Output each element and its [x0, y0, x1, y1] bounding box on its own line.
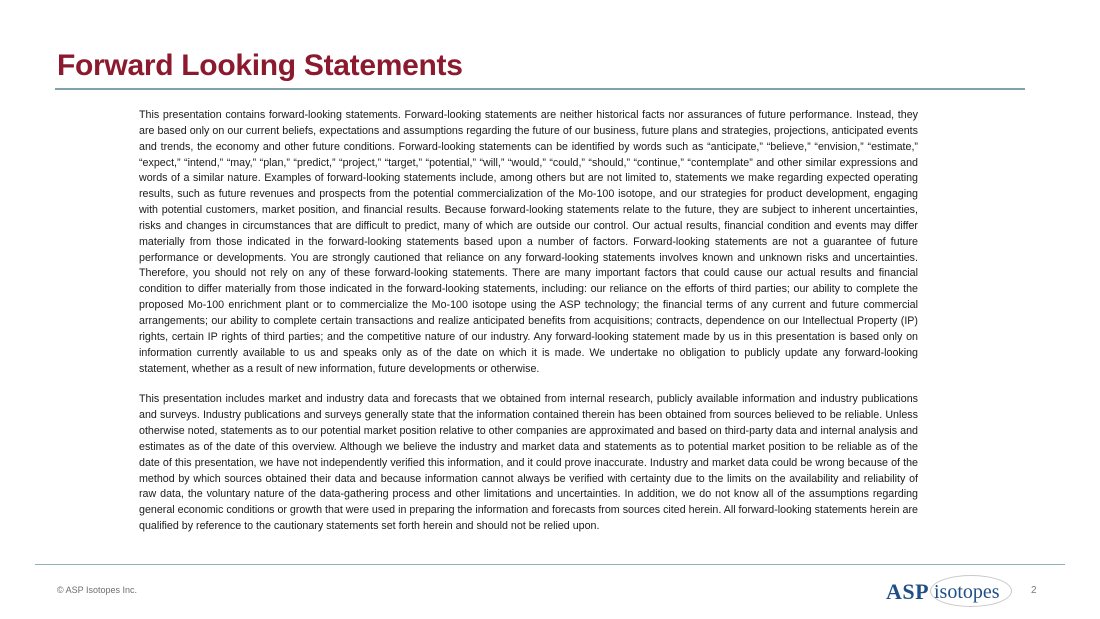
page-number: 2	[1031, 585, 1037, 596]
title-divider	[55, 88, 1025, 90]
footer-divider	[35, 564, 1065, 565]
disclaimer-body	[139, 108, 918, 535]
forward-looking-paragraph: This presentation contains forward-looking statements. Forward-looking statements are neither historical facts nor assurances of future performance. Instead, they are based only on our current beliefs, expectations and assumptions regarding the future of our business, future plans and strategies, projections, anticipated events and trends, the economy and other future conditions. Forward-looking statements can be identified by words such as “anticipate,” “believe,” “envision,” “estimate,” “expect,” “intend,” “may,” “plan,” “predict,” “project,” “target,” “potential,” “will,” “would,” “could,” “should,” “continue,” “contemplate” and other similar expressions and words of a similar nature. Examples of forward-looking statements include, among others but are not limited to, statements we make regarding expected operating results, such as future revenues and prospects from the potential commercialization of the Mo-100 isotope, and our strategies for product development, engaging with potential customers, market position, and financial results. Because forward-looking statements relate to the future, they are subject to inherent uncertainties, risks and changes in circumstances that are difficult to predict, many of which are outside our control. Our actual results, financial condition and events may differ materially from those indicated in the forward-looking statements based upon a number of factors. Forward-looking statements are not a guarantee of future performance or developments. You are strongly cautioned that reliance on any forward-looking statements involves known and unknown risks and uncertainties. Therefore, you should not rely on any of these forward-looking statements. There are many important factors that could cause our actual results and financial condition to differ materially from those indicated in the forward-looking statements, including: our reliance on the efforts of third parties; our ability to complete the proposed Mo-100 enrichment plant or to commercialize the Mo-100 isotope using the ASP technology; the financial terms of any current and future commercial arrangements; our ability to complete certain transactions and realize anticipated benefits from acquisitions; contracts, dependence on our Intellectual Property (IP) rights, certain IP rights of third parties; and the competitive nature of our industry. Any forward-looking statement made by us in this presentation is based only on information currently available to us and speaks only as of the date on which it is made. We undertake no obligation to publicly update any forward-looking statement, whether as a result of new information, future developments or otherwise.	[139, 109, 918, 375]
market-data-paragraph: This presentation includes market and industry data and forecasts that we obtained from internal research, publicly available information and industry publications and surveys. Industry publications and surveys generally state that the information contained therein has been obtained from sources believed to be reliable. Unless otherwise noted, statements as to our potential market position relative to other companies are approximated and based on third-party data and internal analysis and estimates as of the date of this overview. Although we believe the industry and market data and statements as to potential market position to be reliable as of the date of this presentation, we have not independently verified this information, and it could prove inaccurate. Industry and market data could be wrong because of the method by which sources obtained their data and because information cannot always be verified with certainty due to the limits on the availability and reliability of raw data, the voluntary nature of the data-gathering process and other limitations and uncertainties. In addition, we do not know all of the assumptions regarding general economic conditions or growth that were used in preparing the information and forecasts from sources cited herein. All forward-looking statements herein are qualified by reference to the cautionary statements set forth herein and should not be relied upon.	[139, 393, 918, 533]
asp-isotopes-logo	[884, 572, 1020, 612]
logo-isotopes-text: isotopes	[934, 581, 1000, 603]
copyright-notice: © ASP Isotopes Inc.	[57, 585, 138, 595]
page-title: Forward Looking Statements	[57, 49, 463, 82]
logo-asp-text: ASP	[886, 579, 930, 604]
